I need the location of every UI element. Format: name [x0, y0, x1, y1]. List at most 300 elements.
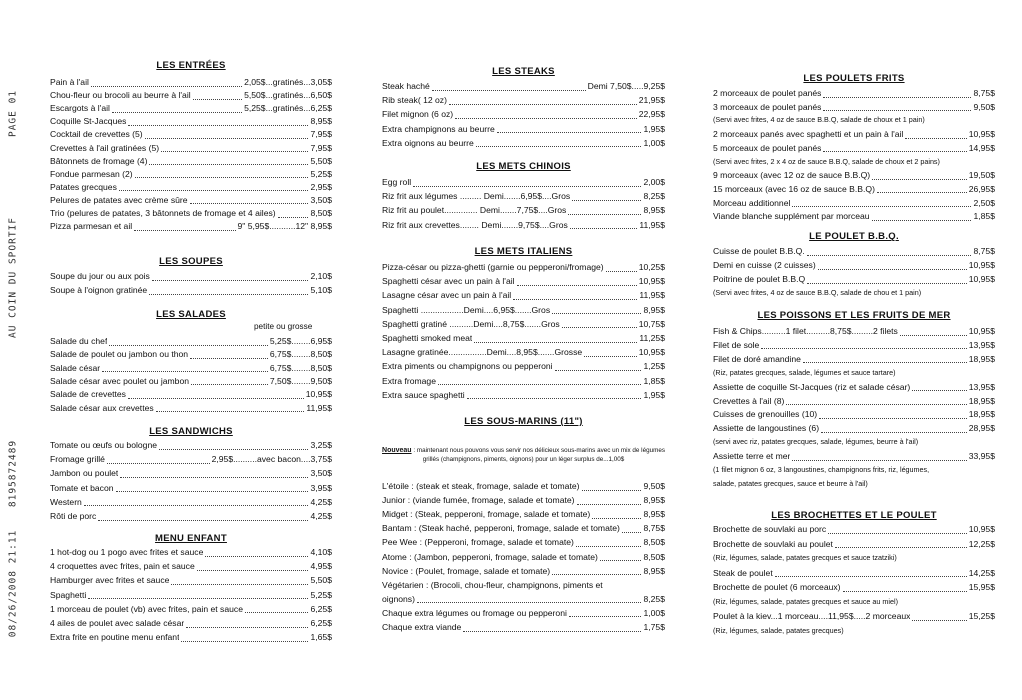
item-label: Végétarien : (Brocoli, chou-fleur, champignons, piments et [382, 579, 603, 590]
leader-dots [497, 125, 642, 133]
menu-item [382, 333, 665, 344]
leader-dots [552, 306, 641, 314]
menu-item [382, 552, 665, 563]
item-label: Salade de poulet ou jambon ou thon [50, 349, 189, 360]
menu-item [713, 198, 995, 209]
leader-dots [576, 539, 642, 547]
item-label: Soupe du jour ou aux pois [50, 271, 150, 281]
menu-item [50, 547, 332, 558]
item-price: 19,50$ [968, 170, 995, 181]
item-label: Lasagne césar avec un pain à l'ail [382, 290, 512, 301]
item-price: 7,50$........9,50$ [269, 375, 332, 386]
item-price: 11,95$ [306, 402, 332, 413]
leader-dots [872, 213, 972, 221]
menu-item [713, 211, 995, 222]
item-price: 3,95$ [310, 482, 332, 493]
menu-item [50, 156, 332, 167]
leader-dots [823, 90, 971, 98]
item-note: (Riz, légumes, salade, patates grecques et sauce au miel) [713, 596, 898, 606]
leader-dots [149, 157, 308, 165]
item-note: salade, patates grecques, sauce et beurre à l'ail) [713, 478, 868, 488]
item-price: 14,95$ [968, 142, 995, 153]
item-price: 8,75$ [973, 88, 995, 98]
item-label: Rib steak( 12 oz) [382, 95, 447, 106]
leader-dots [98, 513, 308, 521]
menu-item [382, 622, 665, 633]
leader-dots [474, 335, 637, 343]
item-label: Salade césar [50, 362, 101, 373]
leader-dots [821, 425, 967, 433]
fax-page-number: PAGE 01 [7, 89, 19, 138]
menu-item [50, 604, 332, 615]
leader-dots [109, 338, 268, 346]
menu-item [50, 363, 332, 374]
item-label: Steak de poulet [713, 567, 773, 578]
item-label: Lasagne gratinée................Demi....8,95$.......Grosse [382, 347, 583, 358]
item-label: Morceau additionnel [713, 197, 791, 208]
leader-dots [872, 172, 967, 180]
leader-dots [463, 624, 641, 632]
menu-item [50, 468, 332, 479]
item-price: 1,75$ [643, 622, 665, 632]
item-label: 3 morceaux de poulet panés [713, 101, 822, 112]
leader-dots [819, 411, 967, 419]
item-price: 11,95$ [639, 290, 665, 301]
item-note: (Servi avec frites, 2 x 4 oz de sauce B.B.Q, salade de choux et 2 pains) [713, 156, 940, 166]
item-price: 10,25$ [638, 262, 665, 272]
leader-dots [912, 383, 966, 391]
item-label: Demi en cuisse (2 cuisses) [713, 260, 816, 271]
leader-dots [562, 320, 637, 328]
menu-item [713, 409, 995, 420]
item-price: 6,75$........8,50$ [269, 362, 332, 373]
item-price: 10,95$ [968, 326, 995, 336]
item-price: 4,10$ [310, 547, 332, 557]
item-label: 5 morceaux de poulet panés [713, 142, 822, 153]
item-label: Midget : (Steak, pepperoni, fromage, salade et tomate) [382, 509, 591, 520]
item-price: 8,95$ [643, 509, 665, 520]
item-label: Extra frite en poutine menu enfant [50, 632, 180, 643]
menu-item [713, 129, 995, 140]
menu-item [50, 336, 332, 347]
menu-item [50, 497, 332, 508]
item-label: Riz frit aux crevettes........ Demi.......9,75$....Gros [382, 219, 568, 230]
menu-item [382, 124, 665, 135]
menu-item [713, 382, 995, 393]
leader-dots [835, 540, 967, 548]
leader-dots [823, 103, 971, 111]
item-note: (1 filet mignon 6 oz, 3 langoustines, champignons frits, riz, légumes, [713, 465, 930, 474]
item-label: 4 croquettes avec frites, pain et sauce [50, 561, 195, 572]
menu-item [50, 454, 332, 465]
leader-dots [792, 199, 971, 207]
item-price: 4,95$ [310, 561, 332, 572]
menu-item [382, 262, 665, 273]
leader-dots [438, 377, 642, 385]
item-price: 5,25$........6,95$ [269, 336, 332, 346]
leader-dots [88, 591, 308, 599]
item-label: Spaghetti césar avec un pain à l'ail [382, 276, 515, 287]
item-label: Patates grecques [50, 181, 117, 192]
item-price: 10,95$ [968, 129, 995, 140]
fax-datetime: 08/26/2008 21:11 [7, 529, 19, 638]
item-price: 18,95$ [968, 409, 995, 420]
item-price: 5,10$ [310, 285, 332, 295]
leader-dots [449, 97, 637, 105]
menu-item [382, 109, 665, 120]
menu-item [50, 116, 332, 127]
mets-italiens-title: LES METS ITALIENS [474, 246, 573, 257]
item-label: Cuisse de poulet B.B.Q. [713, 246, 805, 256]
menu-item [382, 347, 665, 358]
item-price: 1,85$ [973, 211, 995, 222]
item-price: 1,00$ [643, 607, 665, 618]
item-label: Viande blanche supplément par morceau [713, 211, 870, 222]
item-label: Jambon ou poulet [50, 468, 119, 479]
sous-marins-title: LES SOUS-MARINS (11") [464, 416, 583, 427]
menu-item [713, 170, 995, 181]
item-label: Coquille St-Jacques [50, 116, 127, 127]
leader-dots [877, 185, 967, 193]
item-note: (Servi avec frites, 4 oz de sauce B.B.Q, salade de choux et 1 pain) [713, 115, 925, 125]
item-price: 28,95$ [968, 423, 995, 434]
item-label: Tomate et bacon [50, 482, 114, 493]
menu-item [50, 129, 332, 140]
menu-item [382, 290, 665, 301]
leader-dots [900, 328, 967, 336]
leader-dots [152, 273, 309, 281]
leader-dots [807, 276, 967, 284]
menu-enfant-title: MENU ENFANT [155, 533, 227, 544]
item-label: Crevettes à l'ail gratinées (5) [50, 142, 160, 153]
leader-dots [120, 470, 308, 478]
menu-item [382, 594, 665, 605]
item-price: 2,95$ [310, 181, 332, 192]
item-label: Extra oignons au beurre [382, 137, 474, 148]
leader-dots [128, 118, 308, 126]
item-price: 18,95$ [968, 395, 995, 406]
item-label: Brochette de souvlaki au poulet [713, 538, 833, 549]
leader-dots [568, 207, 641, 215]
item-label: oignons) [382, 593, 415, 604]
menu-item [382, 191, 665, 202]
item-price: 10,95$ [968, 260, 995, 271]
salades-title: LES SALADES [156, 309, 226, 320]
item-label: Soupe à l'oignon gratinée [50, 285, 148, 295]
item-price: 2,00$ [643, 177, 665, 187]
item-price: 1,00$ [643, 137, 665, 148]
leader-dots [823, 144, 966, 152]
item-price: 1,65$ [310, 632, 332, 643]
item-price: 6,25$ [310, 603, 332, 614]
leader-dots [803, 355, 967, 363]
item-label: Assiette de langoustines (6) [713, 423, 820, 434]
menu-item [382, 390, 665, 401]
menu-item [50, 575, 332, 586]
menu-item [50, 208, 332, 219]
item-label: Chaque extra légumes ou fromage ou pepperoni [382, 607, 567, 618]
item-label: Assiette terre et mer [713, 451, 791, 462]
leader-dots [606, 264, 637, 272]
item-label: Fondue parmesan (2) [50, 168, 133, 179]
menu-item [382, 138, 665, 149]
item-label: Pee Wee : (Pepperoni, fromage, salade et tomate) [382, 537, 574, 548]
menu-item [713, 611, 995, 622]
item-price: 5,25$ [310, 168, 332, 179]
item-price: 10,95$ [638, 276, 665, 287]
item-label: 2 morceaux de poulet panés [713, 88, 822, 98]
leader-dots [843, 584, 967, 592]
leader-dots [517, 278, 637, 286]
leader-dots [828, 526, 966, 534]
leader-dots [186, 620, 308, 628]
item-label: Pizza-césar ou pizza-ghetti (garnie ou pepperoni/fromage) [382, 262, 604, 272]
item-label: Salade césar aux crevettes [50, 402, 154, 413]
item-label: Novice : (Poulet, fromage, salade et tomate) [382, 565, 551, 576]
item-price: Demi 7,50$.....9,25$ [587, 81, 665, 91]
item-price: 1,25$ [643, 361, 665, 372]
leader-dots [552, 567, 641, 575]
item-price: 4,25$ [310, 511, 332, 521]
item-label: Fromage grillé [50, 454, 105, 465]
leader-dots [161, 144, 308, 152]
leader-dots [569, 609, 642, 617]
item-label: Trio (pelures de patates, 3 bâtonnets de fromage et 4 ailes) [50, 208, 276, 218]
menu-item [382, 361, 665, 372]
menu-item [50, 403, 332, 414]
item-label: Tomate ou œufs ou bologne [50, 440, 158, 450]
item-label: 4 ailes de poulet avec salade césar [50, 618, 185, 628]
fax-number: 8195872489 [7, 439, 19, 508]
leader-dots [570, 221, 638, 229]
menu-item [713, 326, 995, 337]
menu-item [50, 169, 332, 180]
item-price: 5,50$ [310, 575, 332, 586]
leader-dots [171, 577, 308, 585]
item-note: (Riz, patates grecques, salade, légumes et sauce tartare) [713, 367, 896, 377]
item-price: 8,75$ [643, 523, 665, 534]
item-price: 8,95$ [643, 495, 665, 506]
item-label: Chou-fleur ou brocoli au beurre à l'ail [50, 90, 191, 101]
leader-dots [197, 563, 309, 571]
item-price: 10,95$ [305, 389, 332, 400]
menu-item [50, 376, 332, 387]
item-price: 6,25$ [310, 618, 332, 628]
leader-dots [159, 442, 308, 450]
item-note: (Servi avec frites, 4 oz de sauce B.B.Q, salade de chou et 1 pain) [713, 288, 922, 298]
item-label: Pizza parmesan et ail [50, 221, 133, 232]
item-price: 2,95$..........avec bacon....3,75$ [211, 454, 332, 465]
leader-dots [818, 262, 967, 270]
item-label: Extra champignons au beurre [382, 123, 495, 134]
leader-dots [91, 79, 242, 87]
menu-item [50, 285, 332, 296]
poulet-bbq-title: LE POULET B.B.Q. [809, 231, 899, 242]
item-label: 2 morceaux panés avec spaghetti et un pain à l'ail [713, 129, 904, 140]
leader-dots [792, 453, 966, 461]
leader-dots [145, 131, 309, 139]
leader-dots [432, 83, 586, 91]
item-label: Spaghetti smoked meat [382, 333, 473, 343]
entrees-title: LES ENTRÉES [156, 60, 226, 71]
leader-dots [84, 498, 309, 506]
menu-item [50, 195, 332, 206]
item-price: 2,10$ [310, 271, 332, 281]
item-price: 22,95$ [638, 109, 665, 120]
item-note: (Riz, légumes, salade, patates grecques) [713, 625, 844, 635]
leader-dots [455, 111, 637, 119]
item-label: Bâtonnets de fromage (4) [50, 155, 148, 166]
leader-dots [592, 511, 641, 519]
item-price: 4,25$ [310, 496, 332, 507]
item-label: Chaque extra viande [382, 622, 462, 632]
item-price: 8,95$ [643, 205, 665, 216]
item-label: Filet mignon (6 oz) [382, 109, 454, 120]
menu-item [382, 376, 665, 387]
menu-item [713, 582, 995, 593]
menu-item [382, 95, 665, 106]
item-price: 5,25$ [310, 589, 332, 600]
item-label: Filet de doré amandine [713, 353, 801, 364]
menu-item [50, 103, 332, 114]
menu-item [50, 271, 332, 282]
item-label: Escargots à l'ail [50, 103, 110, 114]
item-price: 18,95$ [968, 353, 995, 364]
menu-item [382, 481, 665, 492]
item-note: (Riz, légumes, salade, patates grecques et sauce tzatziki) [713, 553, 897, 562]
menu-item [50, 561, 332, 572]
item-price: 8,50$ [310, 208, 332, 218]
item-label: Rôti de porc [50, 511, 97, 521]
item-label: Atome : (Jambon, pepperoni, fromage, salade et tomate) [382, 551, 598, 562]
menu-item [713, 340, 995, 351]
item-price: 2,05$...gratinés...3,05$ [244, 77, 332, 87]
leader-dots [112, 105, 242, 113]
leader-dots [116, 484, 309, 492]
item-label: Steak haché [382, 81, 430, 91]
item-label: Junior : (viande fumée, fromage, salade et tomate) [382, 495, 575, 506]
item-price: 3,25$ [310, 440, 332, 450]
item-price: 15,25$ [968, 611, 995, 621]
item-price: 33,95$ [968, 451, 995, 462]
item-price: 8,75$ [973, 246, 995, 256]
menu-item [713, 423, 995, 434]
poissons-title: LES POISSONS ET LES FRUITS DE MER [757, 310, 951, 321]
item-price: 11,95$ [639, 219, 665, 230]
sous-marins-notice [382, 446, 665, 464]
menu-item [713, 184, 995, 195]
menu-item [713, 568, 995, 579]
item-note: (servi avec riz, patates grecques, salade, légumes, beurre à l'ail) [713, 437, 919, 447]
menu-item [382, 220, 665, 231]
item-label: Brochette de poulet (6 morceaux) [713, 582, 841, 592]
leader-dots [467, 391, 642, 399]
item-label: 1 morceau de poulet (vb) avec frites, pain et sauce [50, 603, 243, 614]
item-label: Crevettes à l'ail (8) [713, 395, 785, 406]
menu-item [382, 566, 665, 577]
item-label: Assiette de coquille St-Jacques (riz et salade césar) [713, 381, 911, 392]
item-label: Riz frit aux légumes ......... Demi.......6,95$....Gros [382, 191, 571, 202]
leader-dots [149, 287, 308, 295]
menu-item [713, 274, 995, 285]
leader-dots [119, 183, 309, 191]
nouveau-text: : maintenant nous pouvons vous servir nos délicieux sous-marins avec un mix de légumes grillés (champignons, piments, oignons) pour un léger surplus de...1,00$ [413, 447, 665, 463]
leader-dots [190, 351, 268, 359]
leader-dots [413, 179, 641, 187]
item-label: Cuisses de grenouilles (10) [713, 409, 818, 420]
item-price: 10,95$ [968, 274, 995, 285]
item-label: 1 hot-dog ou 1 pogo avec frites et sauce [50, 547, 204, 557]
menu-item [50, 618, 332, 629]
item-price: 26,95$ [968, 183, 995, 194]
menu-item [382, 205, 665, 216]
item-price: 3,50$ [310, 468, 332, 479]
item-label: Extra sauce spaghetti [382, 389, 465, 400]
item-price: 8,50$ [643, 537, 665, 548]
poulets-frits-title: LES POULETS FRITS [803, 73, 905, 84]
menu-item [50, 182, 332, 193]
item-label: Bantam : (Steak haché, pepperoni, fromage, salade et tomate) [382, 523, 620, 534]
leader-dots [905, 131, 966, 139]
leader-dots [786, 397, 966, 405]
item-price: 2,50$ [973, 197, 995, 208]
menu-item [50, 440, 332, 451]
menu-item [382, 81, 665, 92]
item-price: 3,50$ [310, 194, 332, 205]
menu-item [382, 580, 665, 591]
nouveau-label: Nouveau [382, 447, 412, 454]
leader-dots [572, 193, 641, 201]
leader-dots [912, 613, 966, 621]
menu-item [382, 276, 665, 287]
item-label: Poitrine de poulet B.B.Q [713, 274, 806, 285]
item-label: 15 morceaux (avec 16 oz de sauce B.B.Q) [713, 183, 875, 194]
leader-dots [181, 634, 308, 642]
item-price: 8,50$ [643, 551, 665, 562]
item-price: 21,95$ [638, 95, 665, 106]
leader-dots [134, 223, 235, 231]
menu-item [382, 305, 665, 316]
menu-item [713, 396, 995, 407]
leader-dots [128, 391, 304, 399]
menu-item [50, 77, 332, 88]
menu-item [713, 539, 995, 550]
menu-item [713, 88, 995, 99]
item-label: Egg roll [382, 177, 412, 187]
menu-item [382, 177, 665, 188]
item-label: L'étoile : (steak et steak, fromage, salade et tomate) [382, 481, 580, 491]
menu-item [713, 260, 995, 271]
menu-item [382, 509, 665, 520]
item-price: 5,50$ [310, 155, 332, 166]
menu-item [50, 221, 332, 232]
item-label: Brochette de souvlaki au porc [713, 524, 827, 534]
item-price: 1,85$ [643, 375, 665, 386]
item-price: 9" 5,95$...........12" 8,95$ [237, 221, 332, 232]
item-price: 10,95$ [638, 347, 665, 358]
leader-dots [584, 349, 637, 357]
leader-dots [191, 377, 268, 385]
item-price: 14,25$ [968, 567, 995, 578]
menu-item [713, 524, 995, 535]
item-price: 10,75$ [638, 318, 665, 329]
salad-size-header: petite ou grosse [254, 322, 313, 331]
menu-item [713, 246, 995, 257]
item-price: 5,50$...gratinés...6,50$ [244, 90, 332, 101]
item-price: 11,25$ [639, 333, 665, 343]
leader-dots [513, 292, 637, 300]
menu-item [50, 632, 332, 643]
